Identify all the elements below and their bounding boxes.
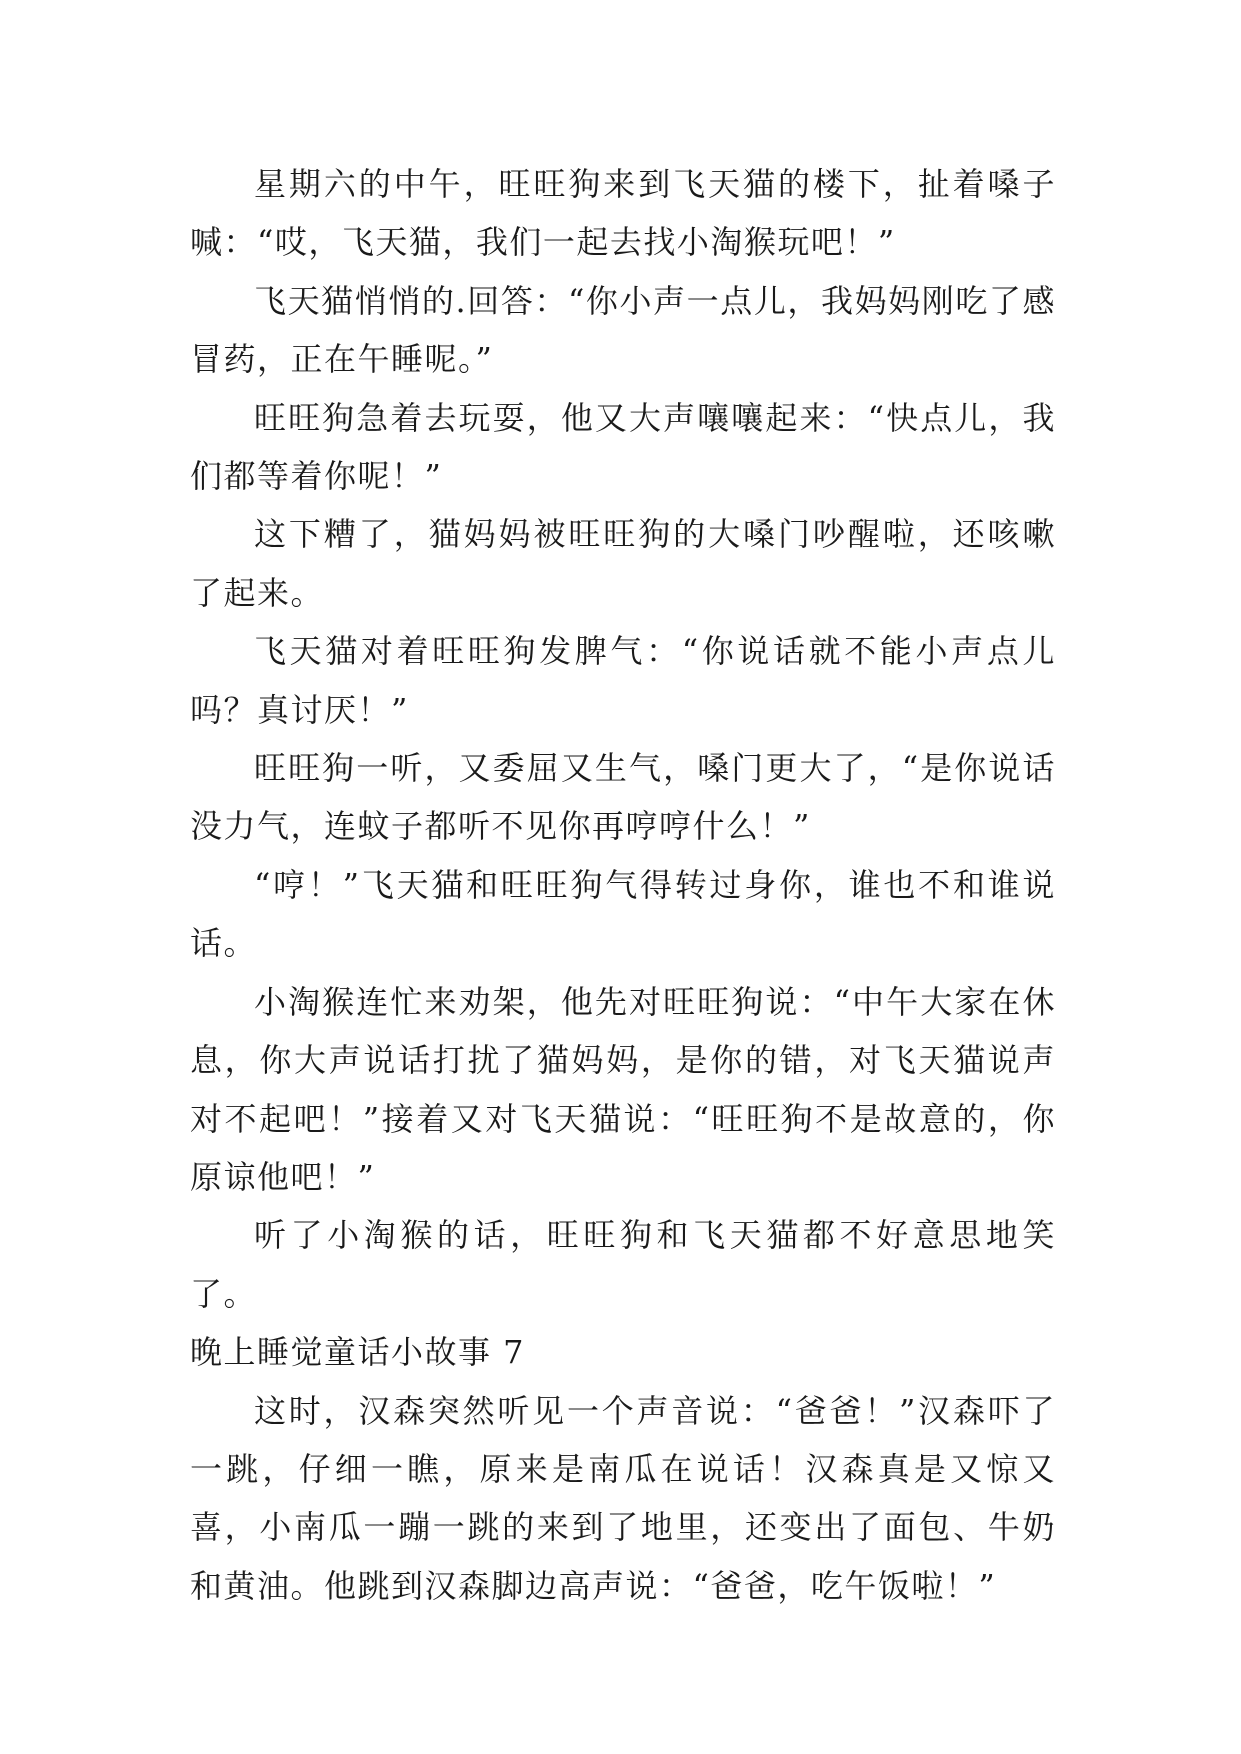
paragraph-3: 旺旺狗急着去玩耍，他又大声嚷嚷起来：“快点儿，我们都等着你呢！”	[190, 398, 1056, 496]
paragraph-7: “哼！”飞天猫和旺旺狗气得转过身你，谁也不和谁说话。	[190, 865, 1056, 963]
document-body	[190, 155, 1056, 1615]
paragraph-8: 小淘猴连忙来劝架，他先对旺旺狗说：“中午大家在休息，你大声说话打扰了猫妈妈，是你的错，对飞天猫说声对不起吧！”接着又对飞天猫说：“旺旺狗不是故意的，你原谅他吧！”	[190, 982, 1056, 1196]
paragraph-4: 这下糟了，猫妈妈被旺旺狗的大嗓门吵醒啦，还咳嗽了起来。	[190, 515, 1056, 612]
paragraph-9: 听了小淘猴的话，旺旺狗和飞天猫都不好意思地笑了。	[190, 1216, 1056, 1313]
paragraph-6: 旺旺狗一听，又委屈又生气，嗓门更大了，“是你说话没力气，连蚊子都听不见你再哼哼什么！”	[190, 749, 1056, 846]
section-heading: 晚上睡觉童话小故事 7	[190, 1333, 526, 1372]
paragraph-5: 飞天猫对着旺旺狗发脾气：“你说话就不能小声点儿吗？真讨厌！”	[190, 632, 1056, 729]
paragraph-10: 这时，汉森突然听见一个声音说：“爸爸！”汉森吓了一跳，仔细一瞧，原来是南瓜在说话！汉森真是又惊又喜，小南瓜一蹦一跳的来到了地里，还变出了面包、牛奶和黄油。他跳到汉森脚边高声说：“爸爸，吃午饭啦！”	[190, 1391, 1056, 1605]
paragraph-2: 飞天猫悄悄的.回答：“你小声一点儿，我妈妈刚吃了感冒药，正在午睡呢。”	[190, 281, 1056, 379]
paragraph-1: 星期六的中午，旺旺狗来到飞天猫的楼下，扯着嗓子喊：“哎，飞天猫，我们一起去找小淘猴玩吧！”	[190, 165, 1056, 262]
